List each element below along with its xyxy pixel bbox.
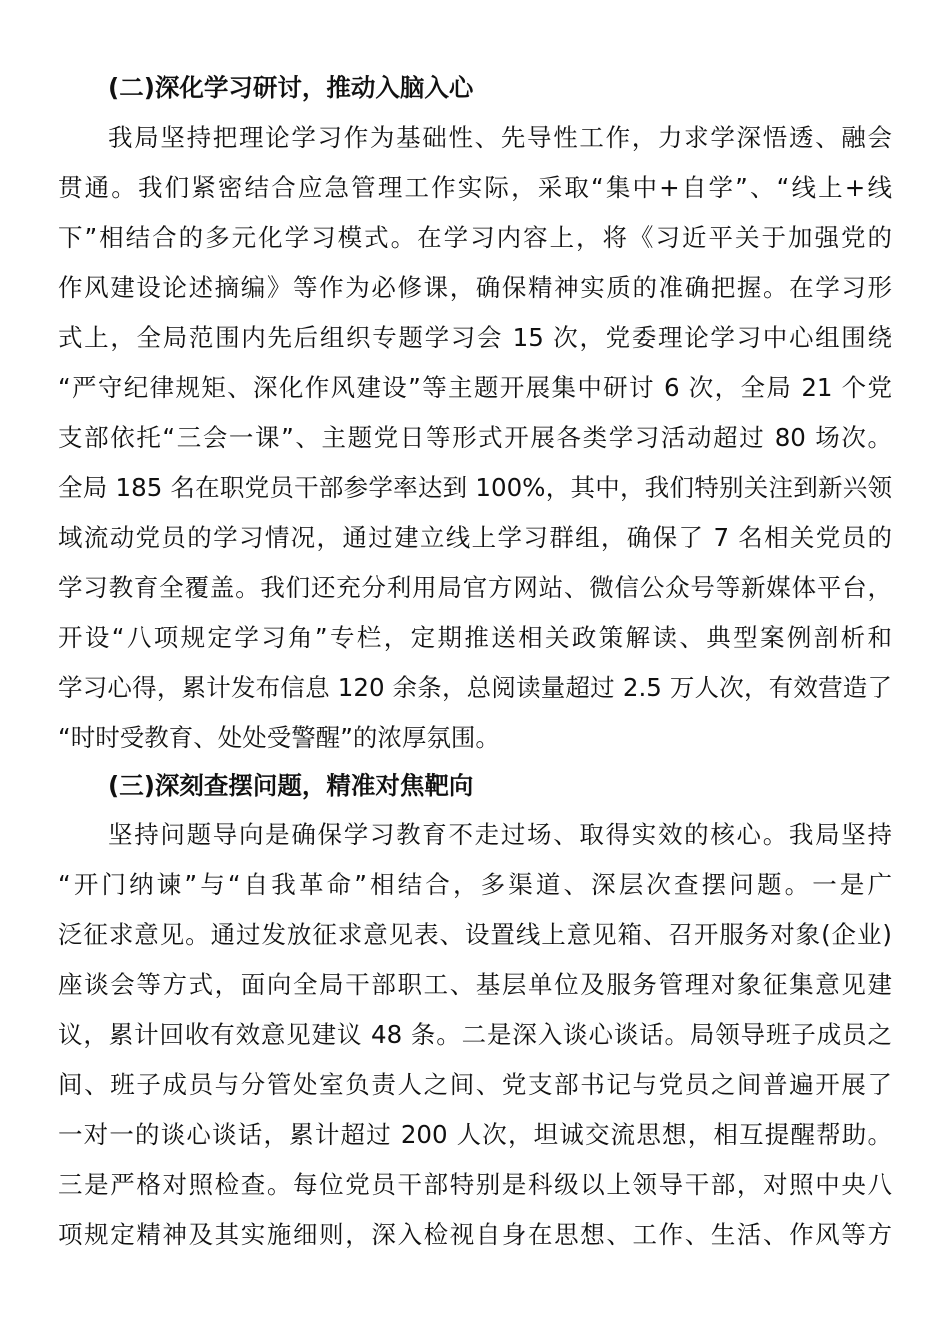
paragraph-line: 学习心得，累计发布信息 120 余条，总阅读量超过 2.5 万人次，有效营造了	[58, 673, 892, 702]
paragraph-line: 座谈会等方式，面向全局干部职工、基层单位及服务管理对象征集意见建	[58, 970, 892, 999]
paragraph-line: 式上，全局范围内先后组织专题学习会 15 次，党委理论学习中心组围绕	[58, 323, 892, 352]
section-2-heading: (二)深化学习研讨，推动入脑入心	[108, 73, 474, 102]
paragraph-line: 贯通。我们紧密结合应急管理工作实际，采取“集中+自学”、“线上+线	[58, 173, 892, 202]
paragraph-line: 下”相结合的多元化学习模式。在学习内容上，将《习近平关于加强党的	[58, 223, 892, 252]
paragraph-line: 议，累计回收有效意见建议 48 条。二是深入谈心谈话。局领导班子成员之	[58, 1020, 892, 1049]
paragraph-line: 泛征求意见。通过发放征求意见表、设置线上意见箱、召开服务对象(企业)	[58, 920, 892, 949]
paragraph-line: 作风建设论述摘编》等作为必修课，确保精神实质的准确把握。在学习形	[58, 273, 892, 302]
paragraph-line: “严守纪律规矩、深化作风建设”等主题开展集中研讨 6 次，全局 21 个党	[58, 373, 892, 402]
paragraph-line: 我局坚持把理论学习作为基础性、先导性工作，力求学深悟透、融会	[108, 123, 892, 152]
paragraph-line: “时时受教育、处处受警醒”的浓厚氛围。	[58, 723, 500, 752]
paragraph-line: 三是严格对照检查。每位党员干部特别是科级以上领导干部，对照中央八	[58, 1170, 892, 1199]
paragraph-line: 学习教育全覆盖。我们还充分利用局官方网站、微信公众号等新媒体平台，	[58, 573, 892, 602]
paragraph-line: 开设“八项规定学习角”专栏，定期推送相关政策解读、典型案例剖析和	[58, 623, 892, 652]
paragraph-line: 项规定精神及其实施细则，深入检视自身在思想、工作、生活、作风等方	[58, 1220, 892, 1249]
paragraph-line: 坚持问题导向是确保学习教育不走过场、取得实效的核心。我局坚持	[108, 820, 892, 849]
paragraph-line: 一对一的谈心谈话，累计超过 200 人次，坦诚交流思想，相互提醒帮助。	[58, 1120, 892, 1149]
section-3-heading: (三)深刻查摆问题，精准对焦靶向	[108, 771, 474, 800]
paragraph-line: 域流动党员的学习情况，通过建立线上学习群组，确保了 7 名相关党员的	[58, 523, 892, 552]
paragraph-line: 支部依托“三会一课”、主题党日等形式开展各类学习活动超过 80 场次。	[58, 423, 892, 452]
paragraph-line: “开门纳谏”与“自我革命”相结合，多渠道、深层次查摆问题。一是广	[58, 870, 892, 899]
paragraph-line: 间、班子成员与分管处室负责人之间、党支部书记与党员之间普遍开展了	[58, 1070, 892, 1099]
paragraph-line: 全局 185 名在职党员干部参学率达到 100%，其中，我们特别关注到新兴领	[58, 473, 892, 502]
